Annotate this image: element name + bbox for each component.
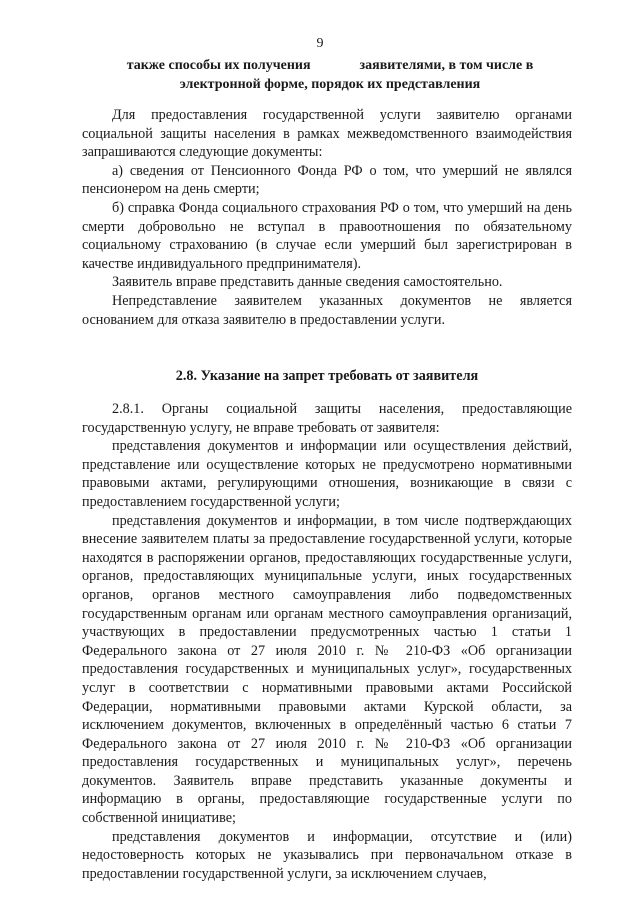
paragraph: представления документов и информации или осуществления действий, представление или осуществление которых не предусмотрено нормативными правовыми актами, регулирующими отношения, возникающие в связи с предоставлением государственной услуги;	[82, 438, 572, 510]
paragraph: Заявитель вправе представить данные сведения самостоятельно.	[112, 274, 503, 291]
paragraph: представления документов и информации, отсутствие и (или) недостоверность которых не указывались при первоначальном отказе в предоставлении государственной услуги, за исключением случаев,	[82, 828, 572, 882]
paragraph: 2.8.1. Органы социальной защиты населения, предоставляющие государственную услугу, не вправе требовать от заявителя:	[82, 401, 572, 436]
paragraph: а) сведения от Пенсионного Фонда РФ о том, что умерший не являлся пенсионером на день смерти;	[82, 162, 572, 198]
paragraph: Для предоставления государственной услуги заявителю органами социальной защиты населения в рамках межведомственного взаимодействия запрашиваются следующие документы:	[82, 107, 572, 161]
section-title: 2.8. Указание на запрет требовать от заявителя	[175, 368, 479, 384]
paragraph: Непредставление заявителем указанных документов не является основанием для отказа заявителю в предоставлении услуги.	[82, 292, 572, 328]
heading-line-2: электронной форме, порядок их представления	[179, 77, 481, 92]
paragraph: представления документов и информации, в том числе подтверждающих внесение заявителем платы за предоставление государственной услуги, которые находятся в распоряжении органов, предоставляющих государственные услуги, органов, предоставляющих муниципальные услуги, иных государственных органов, органов местного самоуправления либо подведомственных государственным органам или органам местного самоуправления организаций, участвующих в предоставлении предусмотренных частью 1 статьи 1 Федерального закона от 27 июля 2010 г. № 210-ФЗ «Об организации предоставления государственных и муниципальных услуг», государственных услуг в соответствии с нормативными правовыми актами Российской Федерации, нормативными правовыми актами Курской области, за исключением документов, включенных в определённый частью 6 статьи 7 Федерального закона от 27 июля 2010 г. № 210-ФЗ «Об организации предоставления государственных и муниципальных услуг», перечень документов. Заявитель вправе представить указанные документы и информацию в органы, предоставляющие государственные услуги по собственной инициативе;	[82, 512, 572, 827]
paragraph-block-2	[82, 400, 572, 883]
paragraph: б) справка Фонда социального страхования РФ о том, что умерший на день смерти добровольно не вступал в правоотношения по обязательному социальному страхованию (в случае если умерший был зарегистрирован в качестве индивидуального предпринимателя).	[82, 199, 572, 272]
page-number: 9	[316, 36, 324, 51]
paragraph-block-1	[82, 106, 572, 329]
heading-line-1: также способы их получения заявителями, в том числе в	[126, 58, 534, 73]
